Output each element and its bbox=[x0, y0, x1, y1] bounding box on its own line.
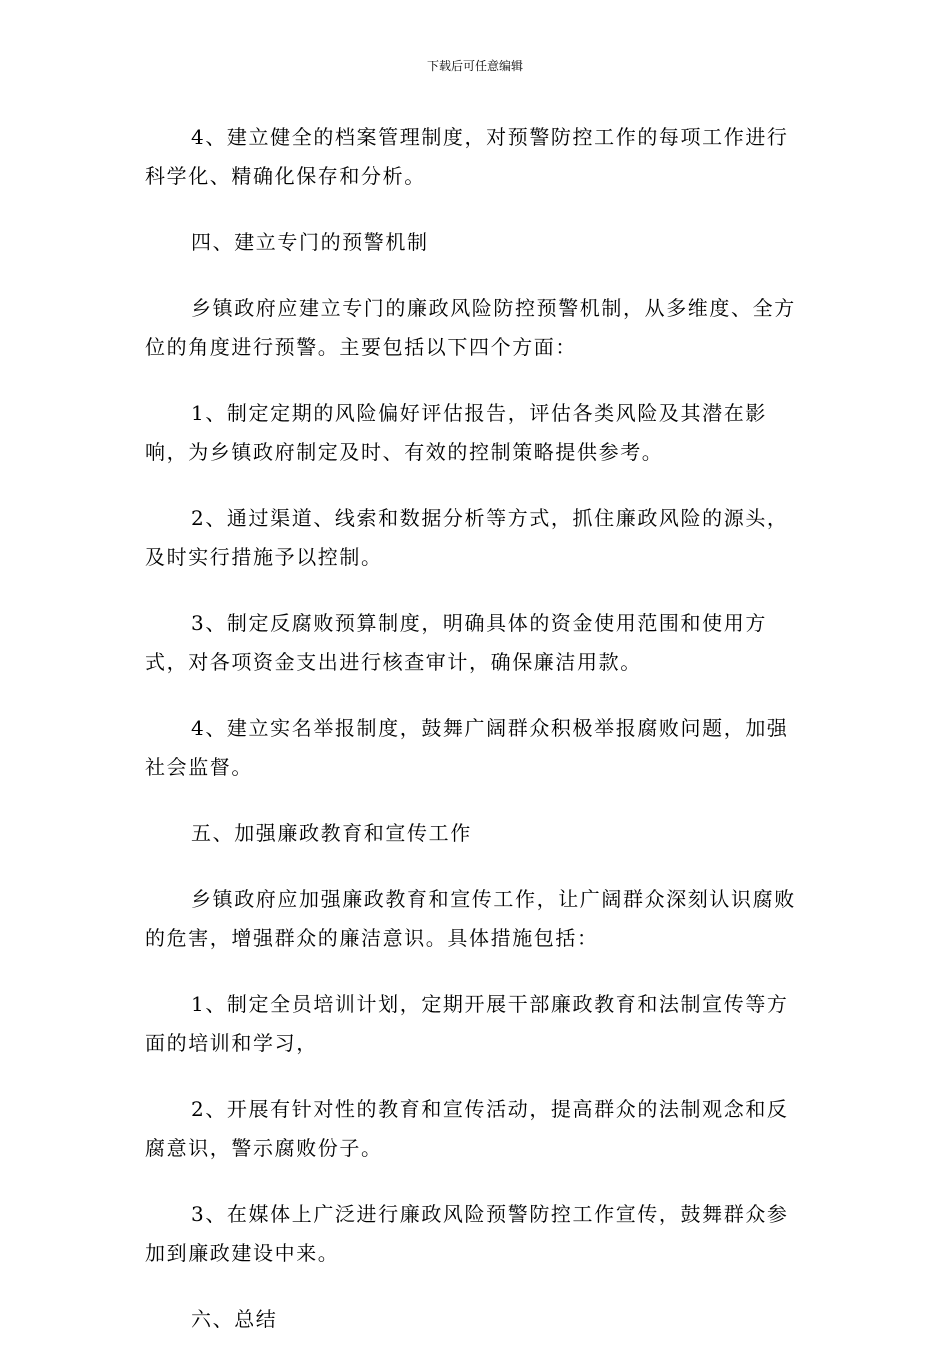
paragraph-real-name-reporting: 4、建立实名举报制度，鼓舞广阔群众积极举报腐败问题，加强社会监督。 bbox=[145, 716, 789, 779]
section-heading-warning-mechanism: 四、建立专门的预警机制 bbox=[191, 230, 429, 254]
section-heading-summary: 六、总结 bbox=[191, 1307, 278, 1331]
paragraph-media-publicity: 3、在媒体上广泛进行廉政风险预警防控工作宣传，鼓舞群众参加到廉政建设中来。 bbox=[145, 1202, 789, 1265]
paragraph-budget-system: 3、制定反腐败预算制度，明确具体的资金使用范围和使用方式，对各项资金支出进行核查审计，确保廉洁用款。 bbox=[145, 611, 767, 674]
paragraph-warning-mechanism-intro: 乡镇政府应建立专门的廉政风险防控预警机制，从多维度、全方位的角度进行预警。主要包括以下四个方面： bbox=[145, 296, 796, 359]
paragraph-education-intro: 乡镇政府应加强廉政教育和宣传工作，让广阔群众深刻认识腐败的危害，增强群众的廉洁意识。具体措施包括： bbox=[145, 887, 796, 950]
paragraph-risk-assessment: 1、制定定期的风险偏好评估报告，评估各类风险及其潜在影响，为乡镇政府制定及时、有效的控制策略提供参考。 bbox=[145, 401, 767, 464]
paragraph-targeted-activities: 2、开展有针对性的教育和宣传活动，提高群众的法制观念和反腐意识，警示腐败份子。 bbox=[145, 1097, 789, 1160]
document-body bbox=[145, 118, 810, 1366]
paragraph-training-plan: 1、制定全员培训计划，定期开展干部廉政教育和法制宣传等方面的培训和学习， bbox=[145, 992, 789, 1055]
header-note: 下载后可任意编辑 bbox=[426, 59, 523, 73]
section-heading-education-publicity: 五、加强廉政教育和宣传工作 bbox=[191, 821, 472, 845]
paragraph-channel-analysis: 2、通过渠道、线索和数据分析等方式，抓住廉政风险的源头，及时实行措施予以控制。 bbox=[145, 506, 789, 569]
paragraph-archive-management: 4、建立健全的档案管理制度，对预警防控工作的每项工作进行科学化、精确化保存和分析。 bbox=[145, 125, 789, 188]
